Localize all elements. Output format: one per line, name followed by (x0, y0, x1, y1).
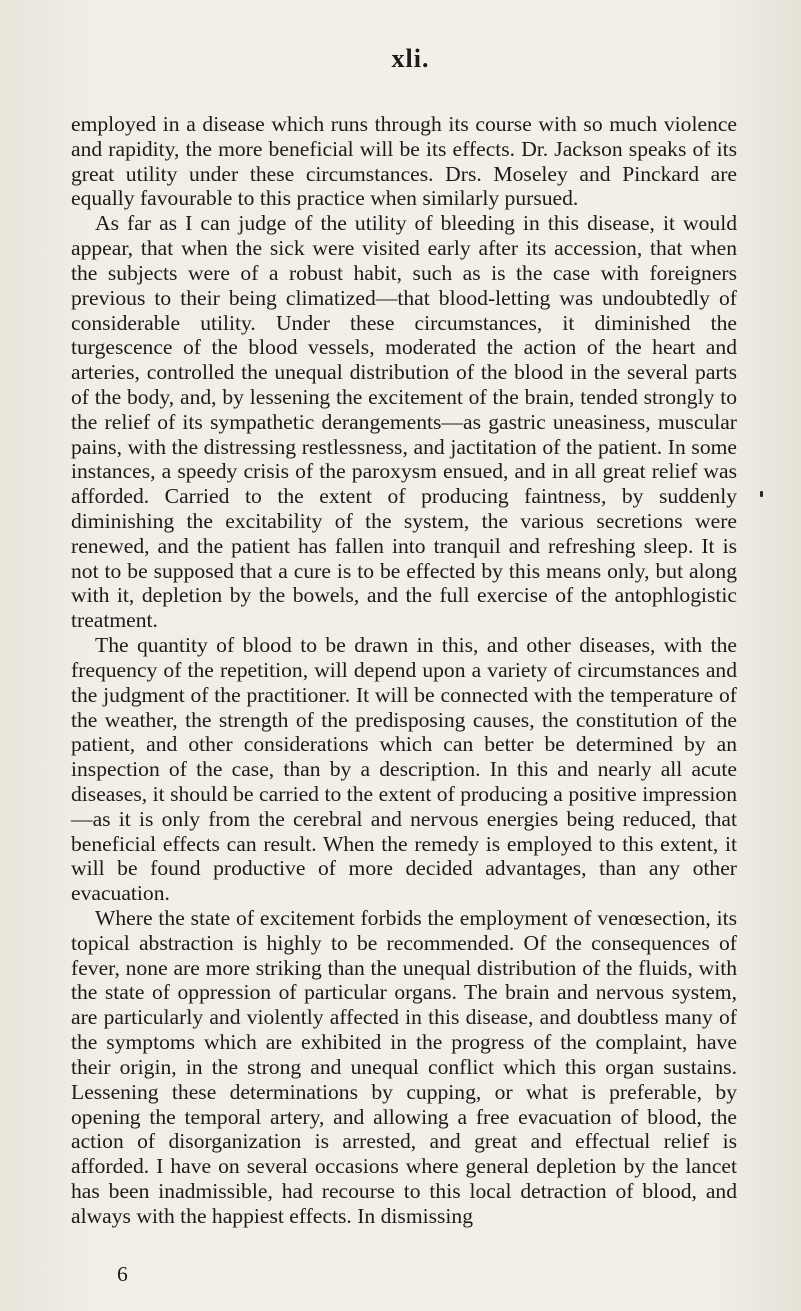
signature-mark: 6 (117, 1262, 128, 1286)
paragraph-1: employed in a disease which runs through its course with so much violence and rapidity, the more beneficial will be its effects. Dr. Jackson speaks of its great utility under these circumstances. Drs. Moseley and Pinckard are equally favourable to this practice when similarly pursued. (71, 112, 737, 211)
page-number: xli. (391, 44, 430, 73)
paragraph-4: Where the state of excitement forbids the employment of venœsection, its topical abstraction is highly to be recommended. Of the consequences of fever, none are more striking than the unequal distribution of the fluids, with the state of oppression of particular organs. The brain and nervous system, are particularly and violently affected in this disease, and doubtless many of the symptoms which are exhibited in the progress of the complaint, have their origin, in the strong and unequal conflict which this organ sustains. Lessening these determinations by cupping, or what is preferable, by opening the temporal artery, and allowing a free evacuation of blood, the action of disorganization is arrested, and great and effectual relief is afforded. I have on several occasions where general depletion by the lancet has been inadmissible, had recourse to this local detraction of blood, and always with the happiest effects. In dismissing (71, 906, 737, 1228)
body-text (71, 112, 737, 1229)
margin-speck (760, 491, 763, 497)
paragraph-3: The quantity of blood to be drawn in this, and other diseases, with the frequency of the repetition, will depend upon a variety of circumstances and the judgment of the practitioner. It will be connected with the temperature of the weather, the strength of the predisposing causes, the constitution of the patient, and other considerations which can better be determined by an inspection of the case, than by a description. In this and nearly all acute diseases, it should be carried to the extent of producing a positive impression—as it is only from the cerebral and nervous energies being reduced, that beneficial effects can result. When the remedy is employed to this extent, it will be found productive of more decided advantages, than any other evacuation. (71, 633, 737, 906)
paragraph-2: As far as I can judge of the utility of bleeding in this disease, it would appear, that when the sick were visited early after its accession, that when the subjects were of a robust habit, such as is the case with foreigners previous to their being climatized—that blood-letting was undoubtedly of considerable utility. Under these circumstances, it diminished the turgescence of the blood vessels, moderated the action of the heart and arteries, controlled the unequal distribution of the blood in the several parts of the body, and, by lessening the excitement of the brain, tended strongly to the relief of its sympathetic derangements—as gastric uneasiness, muscular pains, with the distressing restlessness, and jactitation of the patient. In some instances, a speedy crisis of the paroxysm ensued, and in all great relief was afforded. Carried to the extent of producing faintness, by suddenly diminishing the excitability of the system, the various secretions were renewed, and the patient has fallen into tranquil and refreshing sleep. It is not to be supposed that a cure is to be effected by this means only, but along with it, depletion by the bowels, and the full exercise of the antophlogistic treatment. (71, 211, 737, 633)
